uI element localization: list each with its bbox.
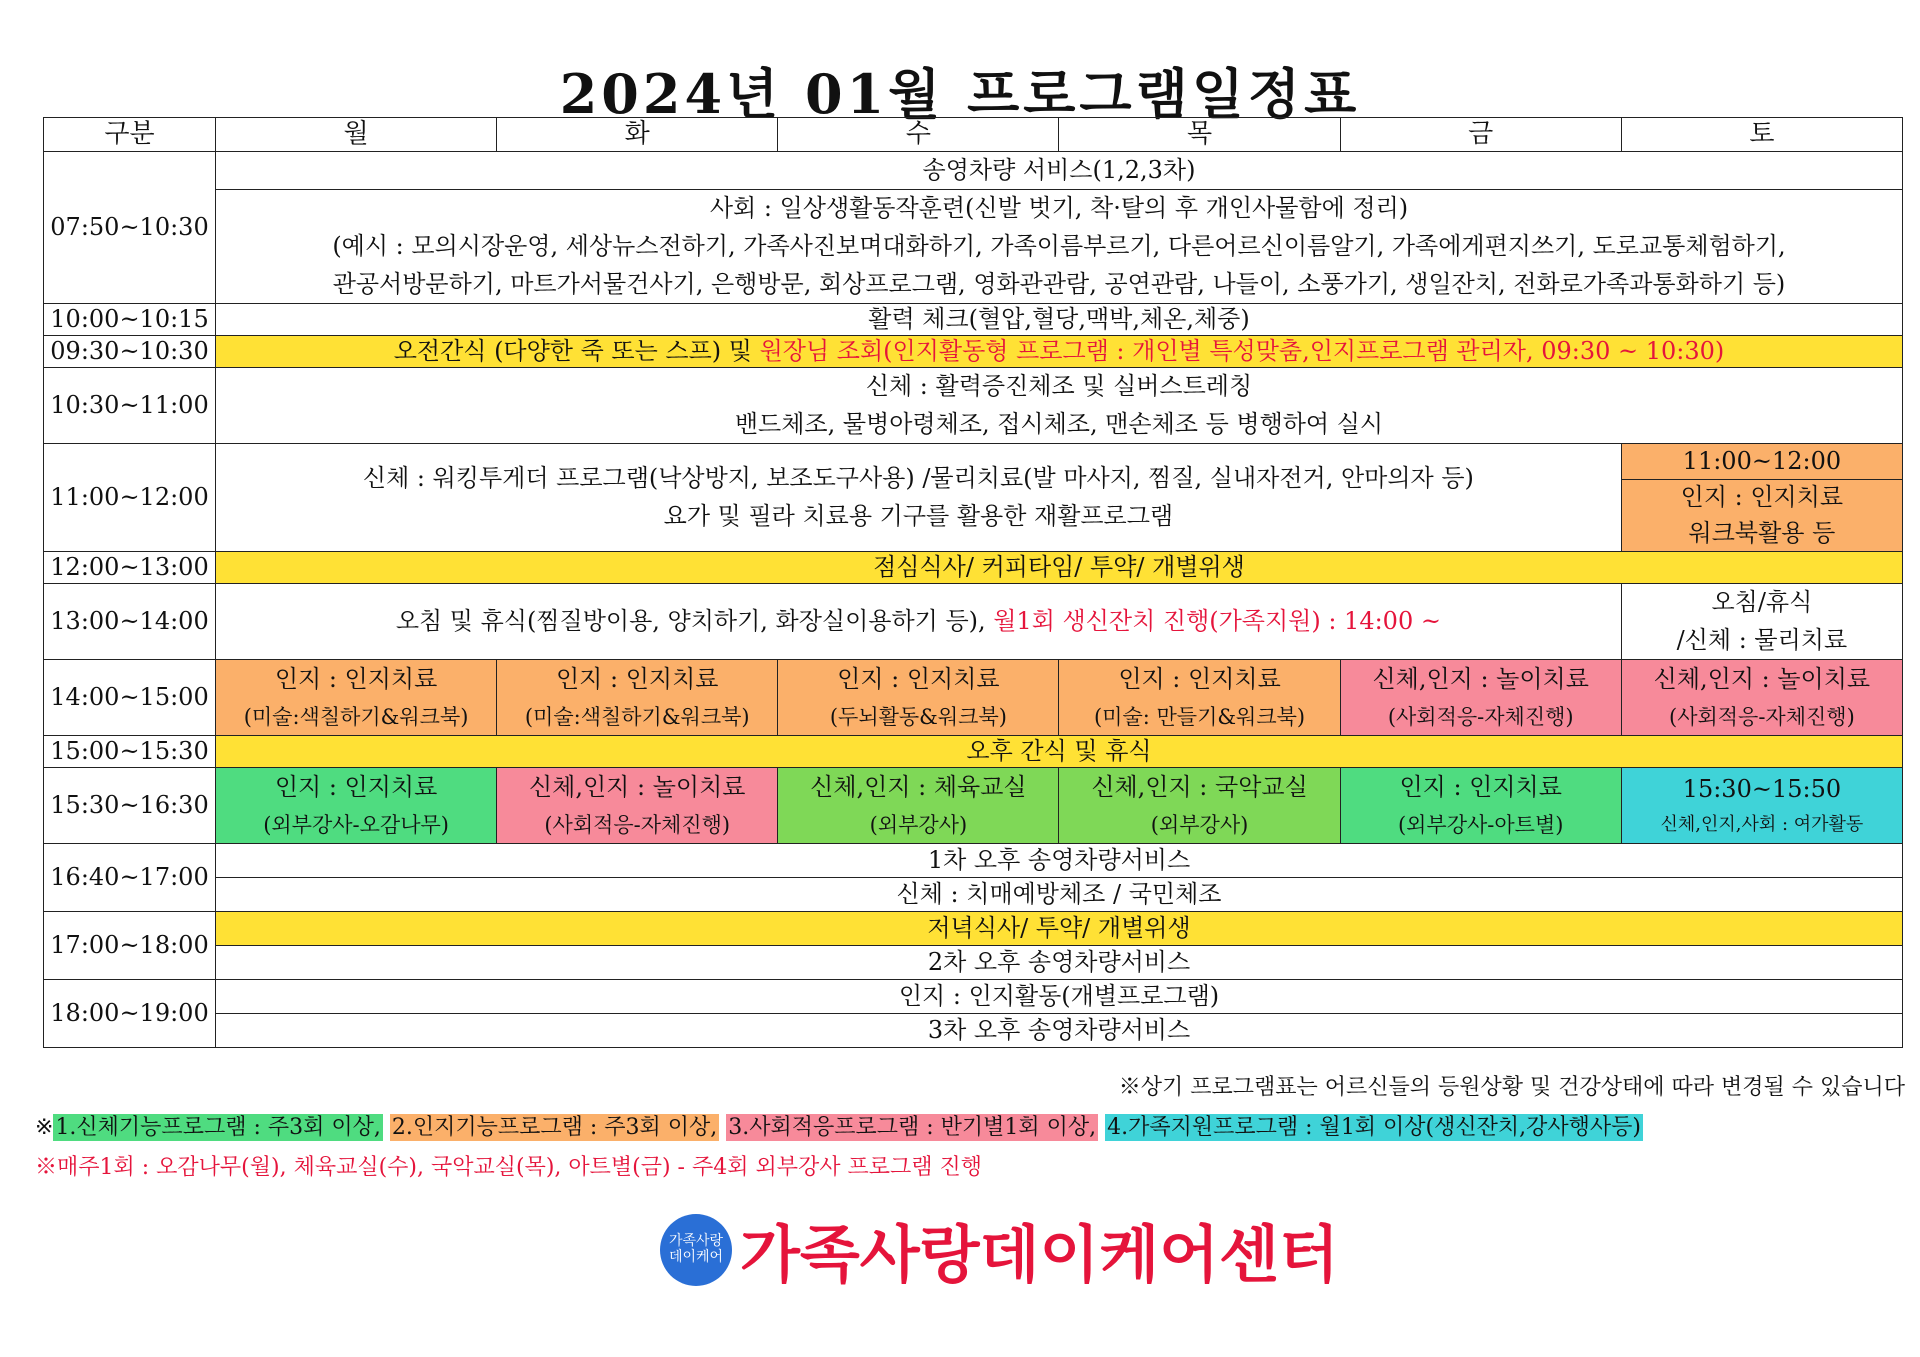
- program-title: 신체,인지 : 놀이치료: [1372, 664, 1589, 693]
- time-cell: 13:00~14:00: [44, 583, 216, 659]
- program-cell: [778, 659, 1059, 735]
- program-cell: [1340, 767, 1621, 843]
- program-detail: (미술:색칠하기&워크북): [524, 704, 750, 729]
- program-title: 인지 : 인지치료: [1118, 664, 1281, 693]
- time-cell: 17:00~18:00: [44, 911, 216, 979]
- program-cell: [1340, 659, 1621, 735]
- header-tue: 화: [497, 118, 778, 152]
- program-detail: (외부강사): [869, 812, 968, 837]
- center-name: 가족사랑데이케어센터: [740, 1218, 1339, 1291]
- program-detail: (사회적응-자체진행): [544, 812, 731, 837]
- program-cell: [1059, 659, 1340, 735]
- time-cell: 15:30~16:30: [44, 767, 216, 843]
- header-thu: 목: [1059, 118, 1340, 152]
- time-cell: 15:00~15:30: [44, 735, 216, 767]
- program-title: 신체,인지 : 국악교실: [1091, 772, 1308, 801]
- shuttle-3: 3차 오후 송영차량서비스: [216, 1013, 1903, 1047]
- program-title: 인지 : 인지치료: [556, 664, 719, 693]
- program-title: 신체,인지 : 놀이치료: [529, 772, 746, 801]
- legend-prefix: ※: [35, 1115, 54, 1140]
- program-detail: (미술: 만들기&워크북): [1093, 704, 1306, 729]
- program-cell: [1059, 767, 1340, 843]
- sat-nap-line-2: /신체 : 물리치료: [1676, 626, 1848, 654]
- program-title: 인지 : 인지치료: [274, 772, 438, 801]
- sat-workbook: 워크북활용 등: [1621, 515, 1902, 551]
- physical-program-line-2: 요가 및 필라 치료용 기구를 활용한 재활프로그램: [663, 502, 1174, 530]
- header-category: 구분: [44, 118, 216, 152]
- program-title: 인지 : 인지치료: [1399, 772, 1562, 801]
- change-notice: ※상기 프로그램표는 어르신들의 등원상황 및 건강상태에 따라 변경될 수 있습니다: [1118, 1075, 1905, 1100]
- exercise-line-1: 신체 : 활력증진체조 및 실버스트레칭: [216, 367, 1903, 405]
- program-detail: (미술:색칠하기&워크북): [243, 704, 469, 729]
- social-examples-2: 관공서방문하기, 마트가서물건사기, 은행방문, 회상프로그램, 영화관관람, 공연관람, 나들이, 소풍가기, 생일잔치, 전화로가족과통화하기 등): [216, 265, 1903, 303]
- legend-cognitive: 2.인지기능프로그램 : 주3회 이상,: [391, 1115, 718, 1140]
- morning-snack-text: 오전간식 (다양한 죽 또는 스프) 및: [393, 337, 760, 365]
- social-activity: 사회 : 일상생활동작훈련(신발 벗기, 착·탈의 후 개인사물함에 정리): [216, 189, 1903, 227]
- dementia-exercise: 신체 : 치매예방체조 / 국민체조: [216, 877, 1903, 911]
- time-cell: 07:50~10:30: [44, 151, 216, 303]
- shuttle-service: 송영차량 서비스(1,2,3차): [216, 151, 1903, 189]
- shuttle-1: 1차 오후 송영차량서비스: [216, 843, 1903, 877]
- center-logo: [660, 1205, 1339, 1294]
- sat-cognitive: 인지 : 인지치료: [1621, 479, 1902, 515]
- program-detail: (사회적응-자체진행): [1669, 704, 1855, 729]
- time-cell: 14:00~15:00: [44, 659, 216, 735]
- program-detail: (사회적응-자체진행): [1387, 704, 1574, 729]
- time-cell: 10:30~11:00: [44, 367, 216, 443]
- time-cell: 16:40~17:00: [44, 843, 216, 911]
- program-cell: [497, 659, 778, 735]
- program-detail: (외부강사-아트별): [1397, 812, 1564, 837]
- logo-emblem: 가족사랑 데이케어: [660, 1214, 732, 1286]
- individual-program: 인지 : 인지활동(개별프로그램): [216, 979, 1903, 1013]
- header-row: [44, 118, 1903, 152]
- shuttle-2: 2차 오후 송영차량서비스: [216, 945, 1903, 979]
- nap-rest-text: 오침 및 휴식(찜질방이용, 양치하기, 화장실이용하기 등),: [395, 607, 994, 635]
- legend-family: 4.가족지원프로그램 : 월1회 이상(생신잔치,강사행사등): [1107, 1115, 1641, 1140]
- legend-social: 3.사회적응프로그램 : 반기별1회 이상,: [728, 1115, 1097, 1140]
- dinner: 저녁식사/ 투약/ 개별위생: [216, 911, 1903, 945]
- header-mon: 월: [216, 118, 497, 152]
- program-legend: [35, 1110, 1905, 1141]
- program-cell: [1621, 767, 1902, 843]
- time-cell: 12:00~13:00: [44, 551, 216, 583]
- program-title: 인지 : 인지치료: [274, 664, 438, 693]
- header-wed: 수: [778, 118, 1059, 152]
- time-cell: 18:00~19:00: [44, 979, 216, 1047]
- program-title: 신체,인지 : 체육교실: [810, 772, 1027, 801]
- exercise-line-2: 밴드체조, 물병아령체조, 접시체조, 맨손체조 등 병행하여 실시: [216, 405, 1903, 443]
- vital-check: 활력 체크(혈압,혈당,맥박,체온,체중): [216, 303, 1903, 335]
- time-cell: 11:00~12:00: [44, 443, 216, 551]
- legend-physical: 1.신체기능프로그램 : 주3회 이상,: [55, 1115, 381, 1140]
- lunch: 점심식사/ 커피타임/ 투약/ 개별위생: [216, 551, 1903, 583]
- birthday-party: 월1회 생신잔치 진행(가족지원) : 14:00 ~: [993, 607, 1441, 635]
- program-detail: (외부강사-오감나무): [263, 812, 449, 837]
- nap-rest: [216, 583, 1622, 659]
- page-title: 2024년 01월 프로그램일정표: [559, 62, 1361, 126]
- header-sat: 토: [1621, 118, 1902, 152]
- program-cell: [778, 767, 1059, 843]
- sat-nap: [1621, 583, 1902, 659]
- schedule-table: [43, 117, 1903, 1048]
- program-detail: 신체,인지,사회 : 여가활동: [1660, 813, 1864, 835]
- program-cell: [1621, 659, 1902, 735]
- program-detail: (두뇌활동&워크북): [829, 704, 1007, 729]
- director-assembly: 원장님 조회(인지활동형 프로그램 : 개인별 특성맞춤,인지프로그램 관리자, 09:30 ~ 10:30): [759, 337, 1725, 365]
- time-cell: 10:00~10:15: [44, 303, 216, 335]
- sat-nap-line-1: 오침/휴식: [1711, 588, 1813, 616]
- weekly-note: ※매주1회 : 오감나무(월), 체육교실(수), 국악교실(목), 아트별(금) - 주4회 외부강사 프로그램 진행: [35, 1155, 982, 1180]
- program-cell: [216, 767, 497, 843]
- physical-program: [216, 443, 1622, 551]
- header-fri: 금: [1340, 118, 1621, 152]
- program-cell: [497, 767, 778, 843]
- program-title: 15:30~15:50: [1682, 774, 1842, 803]
- sat-time-label: 11:00~12:00: [1621, 443, 1902, 479]
- program-title: 인지 : 인지치료: [837, 664, 1000, 693]
- afternoon-snack: 오후 간식 및 휴식: [216, 735, 1903, 767]
- program-title: 신체,인지 : 놀이치료: [1653, 664, 1871, 693]
- time-cell: 09:30~10:30: [44, 335, 216, 367]
- physical-program-line-1: 신체 : 워킹투게더 프로그램(낙상방지, 보조도구사용) /물리치료(발 마사지, 찜질, 실내자전거, 안마의자 등): [362, 464, 1474, 492]
- program-cell: [216, 659, 497, 735]
- program-detail: (외부강사): [1150, 812, 1249, 837]
- social-examples-1: (예시 : 모의시장운영, 세상뉴스전하기, 가족사진보며대화하기, 가족이름부르기, 다른어르신이름알기, 가족에게편지쓰기, 도로교통체험하기,: [216, 227, 1903, 265]
- morning-snack: [216, 335, 1903, 367]
